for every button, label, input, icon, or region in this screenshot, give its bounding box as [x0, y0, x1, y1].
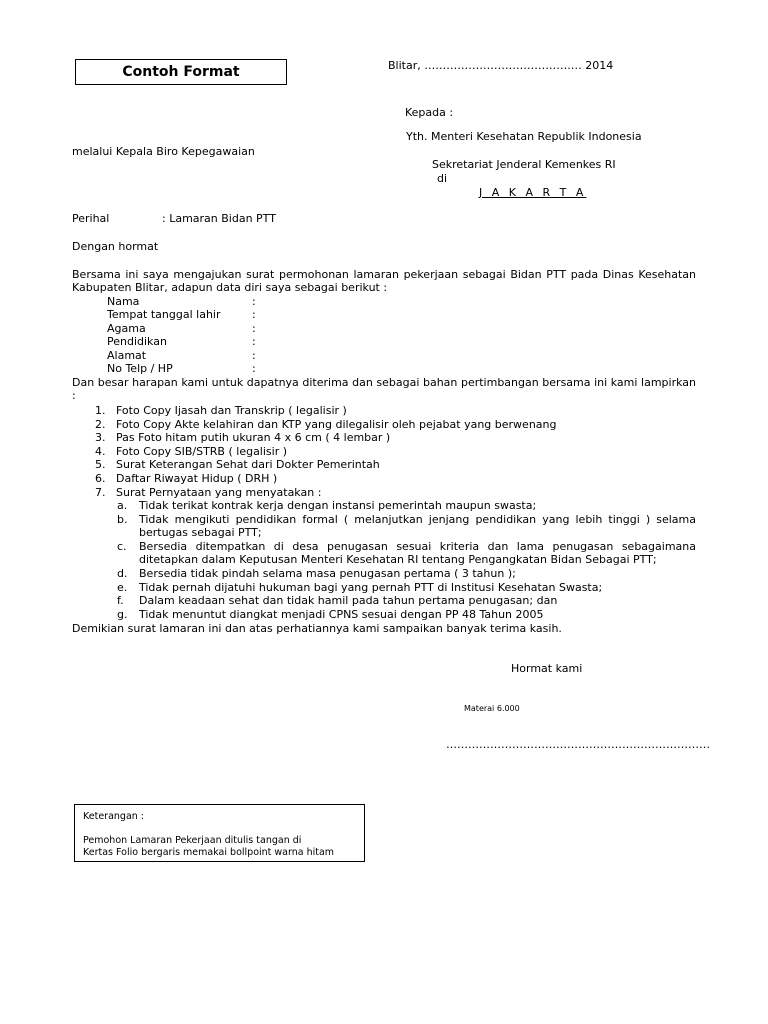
perihal-value: : Lamaran Bidan PTT: [162, 212, 276, 225]
materai-label: Materai 6.000: [464, 704, 520, 713]
recipient-yth: Yth. Menteri Kesehatan Republik Indonesia: [406, 130, 642, 143]
signature-regards: Hormat kami: [511, 662, 583, 675]
signature-line: ………………………………………………………………: [446, 738, 710, 751]
field-colon: :: [252, 362, 256, 375]
list-number: 1.: [95, 404, 106, 417]
field-label-ttl: Tempat tanggal lahir: [107, 308, 221, 321]
recipient-setjen: Sekretariat Jenderal Kemenkes RI: [432, 158, 616, 171]
list-number: 4.: [95, 445, 106, 458]
list-number: 3.: [95, 431, 106, 444]
list-item: Foto Copy Akte kelahiran dan KTP yang dilegalisir oleh pejabat yang berwenang: [116, 418, 557, 431]
statement-item: Bersedia ditempatkan di desa penugasan sesuai kriteria dan lama penugasan sebagaimana: [139, 540, 696, 553]
recipient-kepada: Kepada :: [405, 106, 454, 119]
attach-intro-line-2: :: [72, 389, 76, 402]
field-colon: :: [252, 322, 256, 335]
list-number: 2.: [95, 418, 106, 431]
statement-item: Dalam keadaan sehat dan tidak hamil pada tahun pertama penugasan; dan: [139, 594, 558, 607]
note-line-2: Kertas Folio bergaris memakai bollpoint warna hitam: [83, 847, 335, 858]
format-title-box: [75, 59, 287, 85]
field-label-agama: Agama: [107, 322, 146, 335]
list-item: Foto Copy SIB/STRB ( legalisir ): [116, 445, 288, 458]
statement-letter: d.: [117, 567, 128, 580]
field-label-pendidikan: Pendidikan: [107, 335, 167, 348]
perihal-label: Perihal: [72, 212, 110, 225]
field-label-nama: Nama: [107, 295, 140, 308]
statement-item-cont: bertugas sebagai PTT;: [139, 526, 262, 539]
recipient-via: melalui Kepala Biro Kepegawaian: [72, 145, 255, 158]
statement-letter: a.: [117, 499, 128, 512]
statement-item: Tidak menuntut diangkat menjadi CPNS sesuai dengan PP 48 Tahun 2005: [139, 608, 544, 621]
statement-item-cont: ditetapkan dalam Keputusan Menteri Kesehatan RI tentang Pengangkatan Bidan Sebagai PTT;: [139, 553, 657, 566]
note-title: Keterangan :: [83, 811, 145, 822]
statement-letter: c.: [117, 540, 127, 553]
list-item: Surat Pernyataan yang menyatakan :: [116, 486, 322, 499]
intro-line-1: Bersama ini saya mengajukan surat permohonan lamaran pekerjaan sebagai Bidan PTT pada Dinas Kesehatan: [72, 268, 696, 281]
statement-letter: f.: [117, 594, 124, 607]
salutation: Dengan hormat: [72, 240, 159, 253]
note-line-1: Pemohon Lamaran Pekerjaan ditulis tangan di: [83, 835, 302, 846]
field-colon: :: [252, 335, 256, 348]
list-number: 5.: [95, 458, 106, 471]
field-label-alamat: Alamat: [107, 349, 147, 362]
list-item: Daftar Riwayat Hidup ( DRH ): [116, 472, 278, 485]
list-number: 6.: [95, 472, 106, 485]
statement-item: Tidak pernah dijatuhi hukuman bagi yang pernah PTT di Institusi Kesehatan Swasta;: [139, 581, 603, 594]
statement-item: Tidak mengikuti pendidikan formal ( melanjutkan jenjang pendidikan yang lebih tinggi ) selama: [139, 513, 696, 526]
field-colon: :: [252, 295, 256, 308]
intro-line-2: Kabupaten Blitar, adapun data diri saya sebagai berikut :: [72, 281, 388, 294]
list-number: 7.: [95, 486, 106, 499]
list-item: Foto Copy Ijasah dan Transkrip ( legalisir ): [116, 404, 347, 417]
statement-letter: b.: [117, 513, 128, 526]
field-colon: :: [252, 349, 256, 362]
recipient-di: di: [437, 172, 448, 185]
statement-item: Tidak terikat kontrak kerja dengan instansi pemerintah maupun swasta;: [139, 499, 537, 512]
format-title: Contoh Format: [122, 64, 240, 80]
statement-letter: g.: [117, 608, 128, 621]
statement-letter: e.: [117, 581, 128, 594]
field-label-telp: No Telp / HP: [107, 362, 173, 375]
closing-sentence: Demikian surat lamaran ini dan atas perhatiannya kami sampaikan banyak terima kasih.: [72, 622, 562, 635]
list-item: Pas Foto hitam putih ukuran 4 x 6 cm ( 4 lembar ): [116, 431, 391, 444]
place-date: Blitar, ………………………………….… 2014: [388, 59, 614, 72]
attach-intro-line-1: Dan besar harapan kami untuk dapatnya diterima dan sebagai bahan pertimbangan bersama ini kami lampirkan: [72, 376, 696, 389]
statement-item: Bersedia tidak pindah selama masa penugasan pertama ( 3 tahun );: [139, 567, 516, 580]
field-colon: :: [252, 308, 256, 321]
note-box: [74, 804, 365, 862]
recipient-city: J A K A R T A: [479, 186, 587, 199]
list-item: Surat Keterangan Sehat dari Dokter Pemerintah: [116, 458, 380, 471]
